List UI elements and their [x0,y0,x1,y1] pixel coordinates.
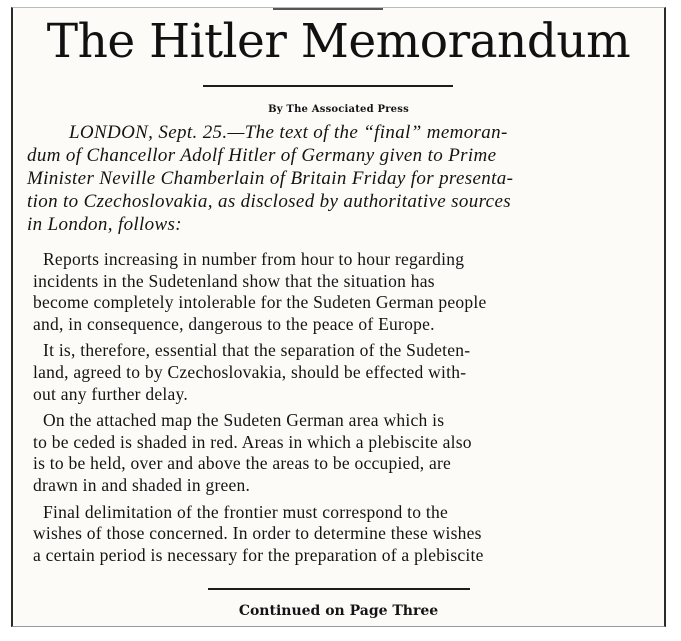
text-line: is to be held, over and above the areas to be occupied, are [33,453,452,474]
text-line: and, in consequence, dangerous to the peace of Europe. [33,313,435,334]
byline: By The Associated Press [268,104,409,115]
text-line: land, agreed to by Czechoslovakia, should be effected with- [33,361,467,382]
continued-note: Continued on Page Three [238,603,439,619]
intro-line: dum of Chancellor Adolf Hitler of Germany given to Prime [27,145,497,166]
text-line: become completely intolerable for the Sudeten German people [33,292,487,313]
intro-paragraph [27,121,655,236]
paragraph-map [33,410,655,496]
text-line: incidents in the Sudetenland show that the situation has [33,270,435,291]
text-line: Reports increasing in number from hour to hour regarding [43,249,465,269]
intro-line: in London, follows: [27,214,182,235]
paragraph-separation [33,340,655,405]
top-rule-mark [273,8,383,10]
intro-line: tion to Czechoslovakia, as disclosed by authoritative sources [27,191,511,212]
text-line: wishes of those concerned. In order to determine these wishes [33,523,482,544]
text-line: out any further delay. [33,383,189,404]
headline: The Hitler Memorandum [46,14,631,69]
text-line: to be ceded is shaded in red. Areas in which a plebiscite also [33,431,472,452]
headline-rule [203,85,453,87]
intro-line: Minister Neville Chamberlain of Britain Friday for presenta- [27,168,514,189]
article-body [33,249,655,571]
text-line: On the attached map the Sudeten German area which is [43,410,445,431]
text-line: drawn in and shaded in green. [33,474,251,495]
newspaper-clipping [11,7,666,627]
paragraph-reports [33,249,655,335]
text-line: Final delimitation of the frontier must correspond to the [43,501,449,522]
continued-rule [208,588,470,590]
paragraph-frontier [33,502,655,567]
intro-line: LONDON, Sept. 25.—The text of the “final” memoran- [69,122,508,143]
text-line: It is, therefore, essential that the separation of the Sudeten- [43,340,471,361]
text-line: a certain period is necessary for the preparation of a plebiscite [33,544,484,565]
